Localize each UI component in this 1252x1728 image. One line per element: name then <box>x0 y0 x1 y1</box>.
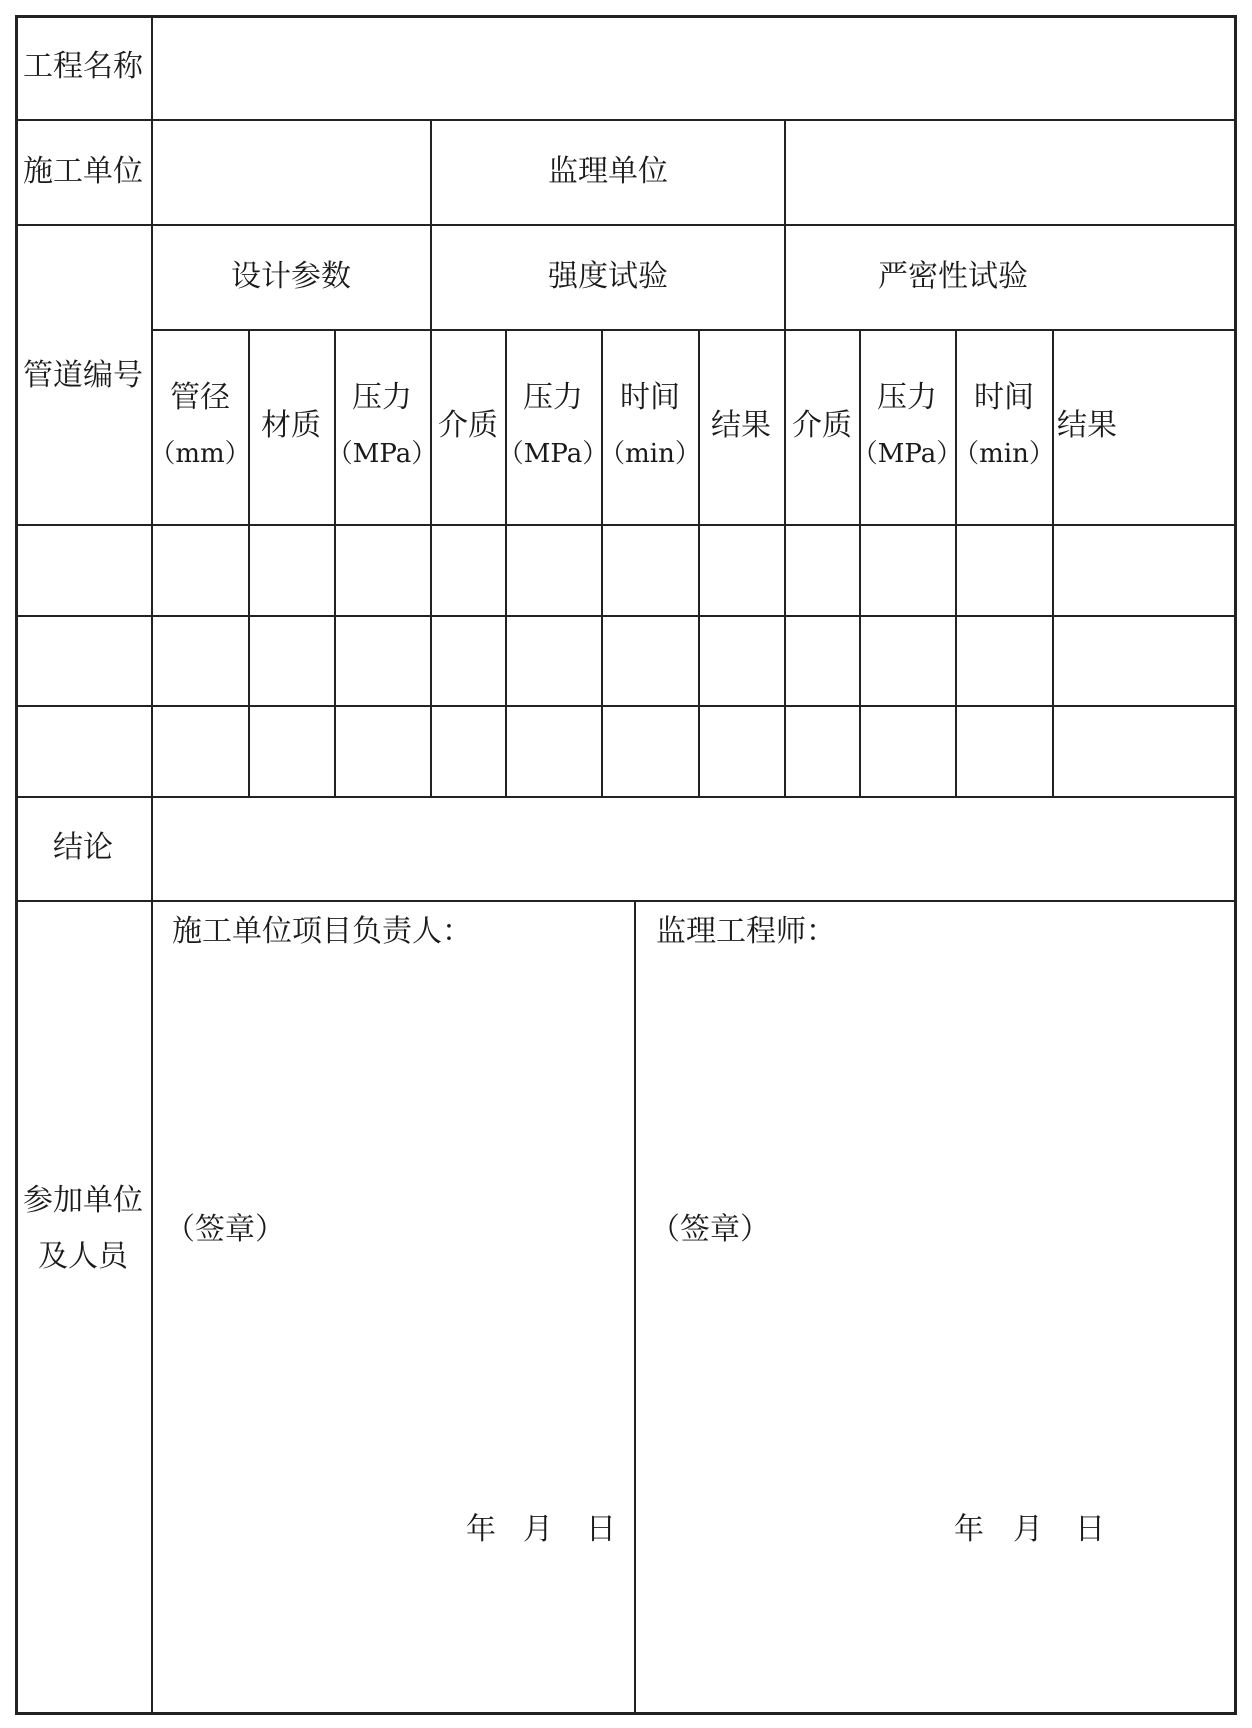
col-strength-time-label: 时间 <box>620 380 680 415</box>
col-strength-time <box>599 370 701 482</box>
supervision-unit-field[interactable] <box>787 122 1234 223</box>
supervision-date-month: 月 <box>1013 1512 1043 1547</box>
col-tightness-pressure-label: 压力 <box>876 380 937 415</box>
col-tightness-pressure-unit: （MPa） <box>851 439 963 469</box>
construction-seal: （签章） <box>165 1212 285 1247</box>
construction-unit-field[interactable] <box>154 122 429 223</box>
label-conclusion: 结论 <box>53 830 113 865</box>
construction-date-day: 日 <box>586 1512 616 1547</box>
col-diameter <box>149 370 250 482</box>
construction-date-month: 月 <box>523 1512 553 1547</box>
col-diameter-label: 管径 <box>170 380 230 415</box>
col-strength-pressure <box>498 370 608 482</box>
group-strength-test: 强度试验 <box>548 259 668 294</box>
col-tightness-time-unit: （min） <box>953 439 1055 469</box>
supervision-engineer-label: 监理工程师： <box>656 914 836 949</box>
col-tightness-pressure <box>852 370 962 482</box>
col-tightness-time-label: 时间 <box>974 380 1034 415</box>
col-divider <box>151 15 153 1715</box>
col-diameter-unit: （mm） <box>149 439 251 469</box>
label-participants <box>23 1173 143 1285</box>
col-design-pressure-unit: （MPa） <box>326 439 438 469</box>
label-construction-unit: 施工单位 <box>23 154 143 189</box>
col-material: 材质 <box>261 408 321 443</box>
group-tightness-test: 严密性试验 <box>878 259 1028 294</box>
row-divider <box>152 329 1237 331</box>
col-strength-time-unit: （min） <box>599 439 701 469</box>
col-tightness-medium: 介质 <box>792 408 852 443</box>
label-supervision-unit: 监理单位 <box>548 154 668 189</box>
construction-date-year: 年 <box>466 1512 496 1547</box>
conclusion-field[interactable] <box>154 799 1234 899</box>
supervision-seal: （签章） <box>650 1212 770 1247</box>
col-strength-result: 结果 <box>711 408 771 443</box>
project-name-field[interactable] <box>154 18 1234 118</box>
col-strength-pressure-unit: （MPa） <box>497 439 609 469</box>
col-strength-medium: 介质 <box>438 408 498 443</box>
row-divider <box>15 224 1237 226</box>
col-tightness-time <box>953 370 1055 482</box>
supervision-date-day: 日 <box>1075 1512 1105 1547</box>
col-design-pressure-label: 压力 <box>351 380 412 415</box>
row-divider <box>15 119 1237 121</box>
col-design-pressure <box>327 370 437 482</box>
label-participants-line2: 及人员 <box>38 1239 128 1274</box>
col-divider <box>634 900 636 1715</box>
label-participants-line1: 参加单位 <box>23 1183 143 1218</box>
label-project-name: 工程名称 <box>23 49 143 84</box>
label-pipe-number: 管道编号 <box>23 358 143 393</box>
col-divider <box>784 119 786 797</box>
construction-leader-label: 施工单位项目负责人： <box>172 914 472 949</box>
group-design-params: 设计参数 <box>231 259 351 294</box>
row-divider <box>15 900 1237 902</box>
col-strength-pressure-label: 压力 <box>522 380 583 415</box>
supervision-date-year: 年 <box>954 1512 984 1547</box>
col-tightness-result: 结果 <box>1057 408 1117 443</box>
